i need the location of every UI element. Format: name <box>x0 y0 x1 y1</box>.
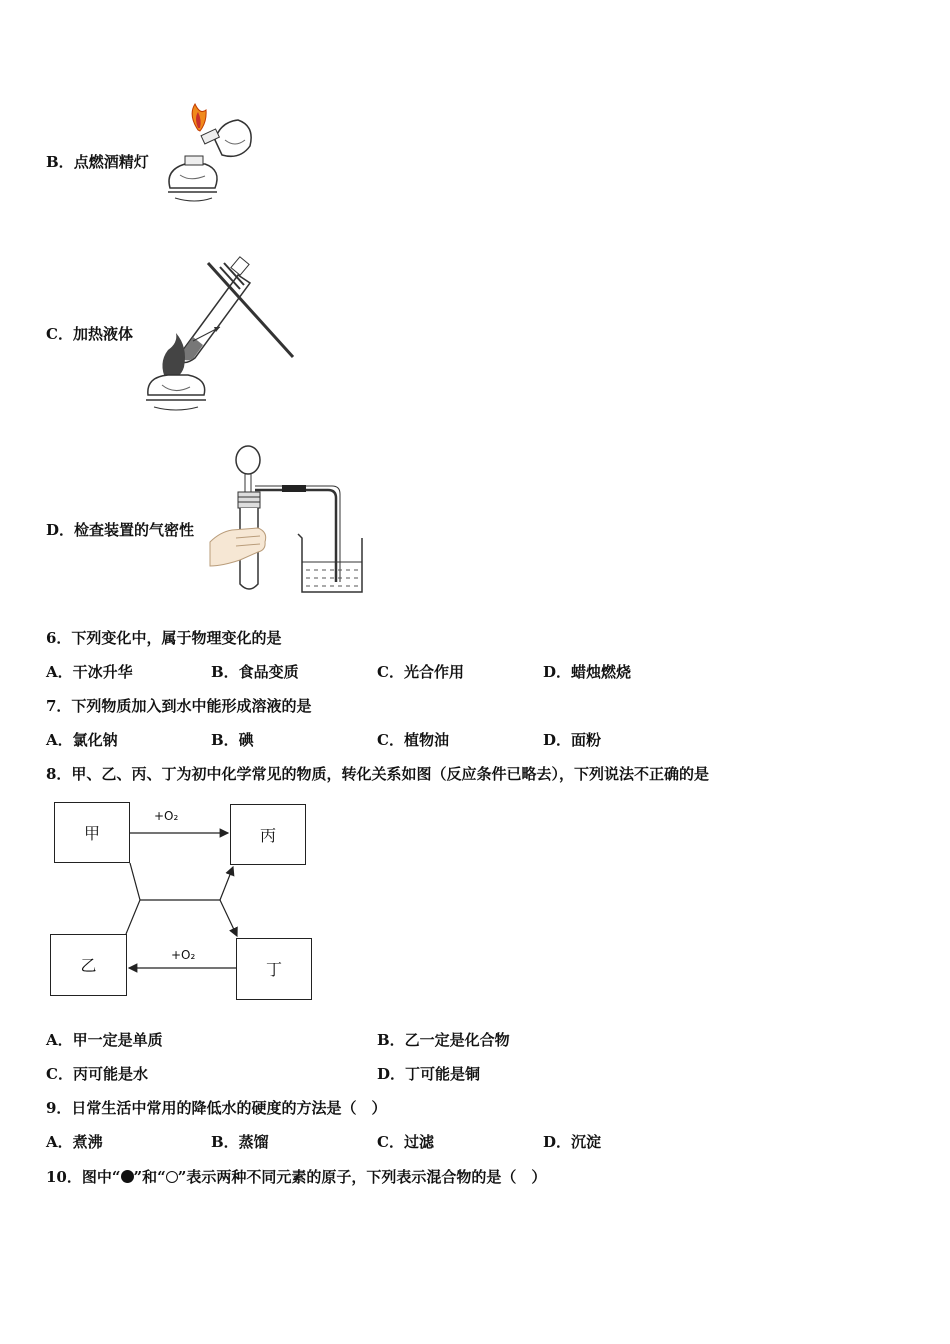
option-text: 加热液体 <box>72 325 133 343</box>
q10-mid: ”和“ <box>133 1168 166 1186</box>
arrow-label-bottom: +O₂ <box>171 948 196 962</box>
box-bing: 丙 <box>230 804 306 865</box>
bracket-left <box>126 863 140 934</box>
q6-option-b[interactable]: B．食品变质 <box>211 663 299 681</box>
q7-stem: 7．下列物质加入到水中能形成溶液的是 <box>46 697 312 715</box>
q10-suffix: ”表示两种不同元素的原子，下列表示混合物的是（ ） <box>177 1168 547 1186</box>
q7-option-a[interactable]: A．氯化钠 <box>46 731 118 749</box>
q6-option-c[interactable]: C．光合作用 <box>377 663 464 681</box>
q6-stem: 6．下列变化中，属于物理变化的是 <box>46 629 282 647</box>
q8-option-a[interactable]: A．甲一定是单质 <box>46 1031 163 1049</box>
q8-option-b[interactable]: B．乙一定是化合物 <box>377 1031 510 1049</box>
hollow-atom-icon <box>166 1171 178 1183</box>
option-text: 点燃酒精灯 <box>73 153 149 171</box>
q8-stem: 8．甲、乙、丙、丁为初中化学常见的物质，转化关系如图（反应条件已略去），下列说法不正确的是 <box>46 765 709 783</box>
box-jia: 甲 <box>54 802 130 863</box>
q6-option-d[interactable]: D．蜡烛燃烧 <box>543 663 632 681</box>
q8-option-d[interactable]: D．丁可能是铜 <box>377 1065 481 1083</box>
q9-option-a[interactable]: A．煮沸 <box>46 1133 103 1151</box>
box-yi: 乙 <box>50 934 127 996</box>
q6-option-a[interactable]: A．干冰升华 <box>46 663 133 681</box>
q8-option-c[interactable]: C．丙可能是水 <box>46 1065 148 1083</box>
q10-prefix: 10．图中“ <box>46 1168 121 1186</box>
q7-option-d[interactable]: D．面粉 <box>543 731 602 749</box>
q7-option-b[interactable]: B．碘 <box>211 731 254 749</box>
q9-option-d[interactable]: D．沉淀 <box>543 1133 602 1151</box>
q7-option-c[interactable]: C．植物油 <box>377 731 449 749</box>
option-letter: D． <box>46 521 75 539</box>
option-text: 检查装置的气密性 <box>74 521 195 539</box>
q10-stem <box>46 1167 546 1187</box>
arrow-label-top: +O₂ <box>154 809 179 823</box>
arrow-to-bing <box>220 867 233 900</box>
q9-option-b[interactable]: B．蒸馏 <box>211 1133 269 1151</box>
arrow-to-ding <box>220 900 237 936</box>
option-letter: B． <box>46 153 74 171</box>
filled-atom-icon <box>121 1170 134 1183</box>
q9-stem: 9．日常生活中常用的降低水的硬度的方法是（ ） <box>46 1099 387 1117</box>
box-ding: 丁 <box>236 938 312 1000</box>
option-letter: C． <box>46 325 73 343</box>
q9-option-c[interactable]: C．过滤 <box>377 1133 434 1151</box>
